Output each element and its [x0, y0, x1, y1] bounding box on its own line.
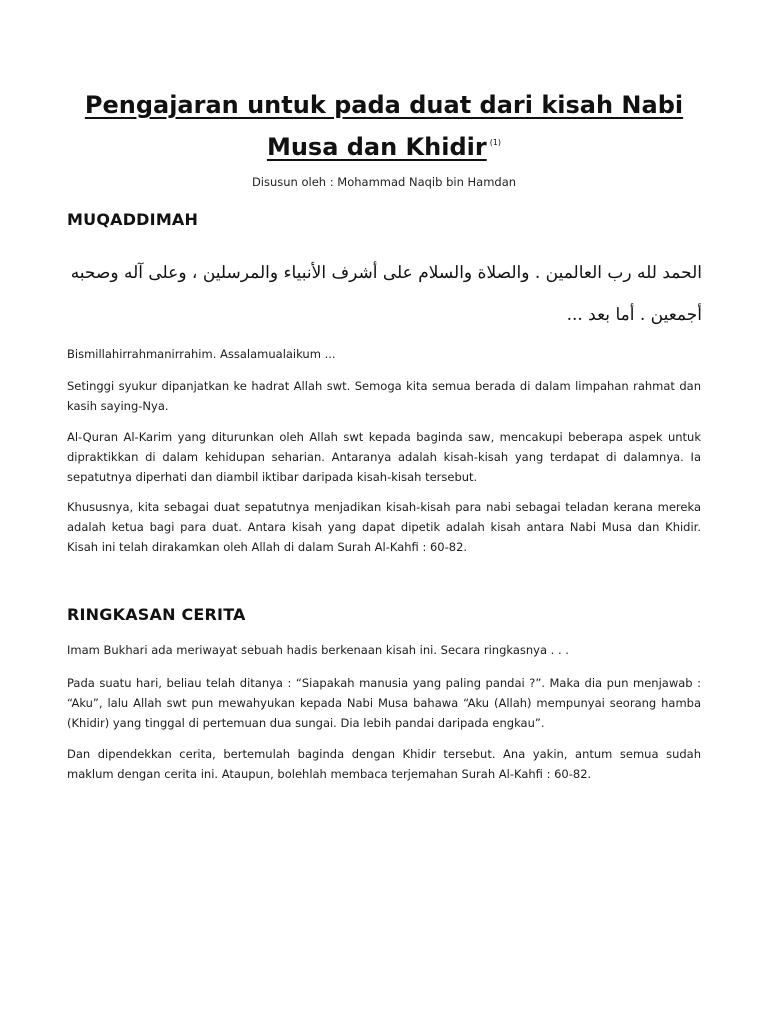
paragraph: Bismillahirrahmanirrahim. Assalamualaikum ...	[67, 347, 336, 361]
title-footnote-marker: (1)	[489, 138, 502, 147]
section-heading-muqaddimah: MUQADDIMAH	[67, 210, 199, 229]
arabic-opening: الحمد لله رب العالمين . والصلاة والسلام على أشرف الأنبياء والمرسلين ، وعلى آله وصحبه أجمعين . أما بعد ...	[70, 263, 702, 325]
document-title	[60, 86, 708, 166]
paragraph: Khususnya, kita sebagai duat sepatutnya menjadikan kisah-kisah para nabi sebagai teladan kerana mereka adalah ketua bagi para duat. Antara kisah yang dapat dipetik adalah kisah antara Nabi Musa dan Khidir. Kisah ini telah dirakamkan oleh Allah di dalam Surah Al-Kahfi : 60-82.	[67, 500, 701, 554]
paragraph: Dan dipendekkan cerita, bertemulah baginda dengan Khidir tersebut. Ana yakin, antum semua sudah maklum dengan cerita ini. Ataupun, bolehlah membaca terjemahan Surah Al-Kahfi : 60-82.	[67, 747, 701, 781]
paragraph: Setinggi syukur dipanjatkan ke hadrat Allah swt. Semoga kita semua berada di dalam limpahan rahmat dan kasih saying-Nya.	[67, 379, 701, 413]
title-line-1: Pengajaran untuk pada duat dari kisah Nabi	[84, 91, 684, 119]
author-line: Disusun oleh : Mohammad Naqib bin Hamdan	[251, 175, 517, 189]
paragraph: Al-Quran Al-Karim yang diturunkan oleh Allah swt kepada baginda saw, mencakupi beberapa aspek untuk dipraktikkan di dalam kehidupan seharian. Antaranya adalah kisah-kisah yang terdapat di dalamnya. Ia sepatutnya diperhati dan diambil iktibar daripada kisah-kisah tersebut.	[67, 430, 701, 484]
title-line-2: Musa dan Khidir	[266, 133, 487, 161]
paragraph: Pada suatu hari, beliau telah ditanya : “Siapakah manusia yang paling pandai ?”. Maka dia pun menjawab : “Aku”, lalu Allah swt pun mewahyukan kepada Nabi Musa bahawa “Aku (Allah) mempunyai seorang hamba (Khidir) yang tinggal di pertemuan dua sungai. Dia lebih pandai daripada engkau”.	[67, 676, 701, 730]
paragraph: Imam Bukhari ada meriwayat sebuah hadis berkenaan kisah ini. Secara ringkasnya . . .	[67, 643, 569, 657]
section-heading-ringkasan-cerita: RINGKASAN CERITA	[67, 605, 246, 624]
